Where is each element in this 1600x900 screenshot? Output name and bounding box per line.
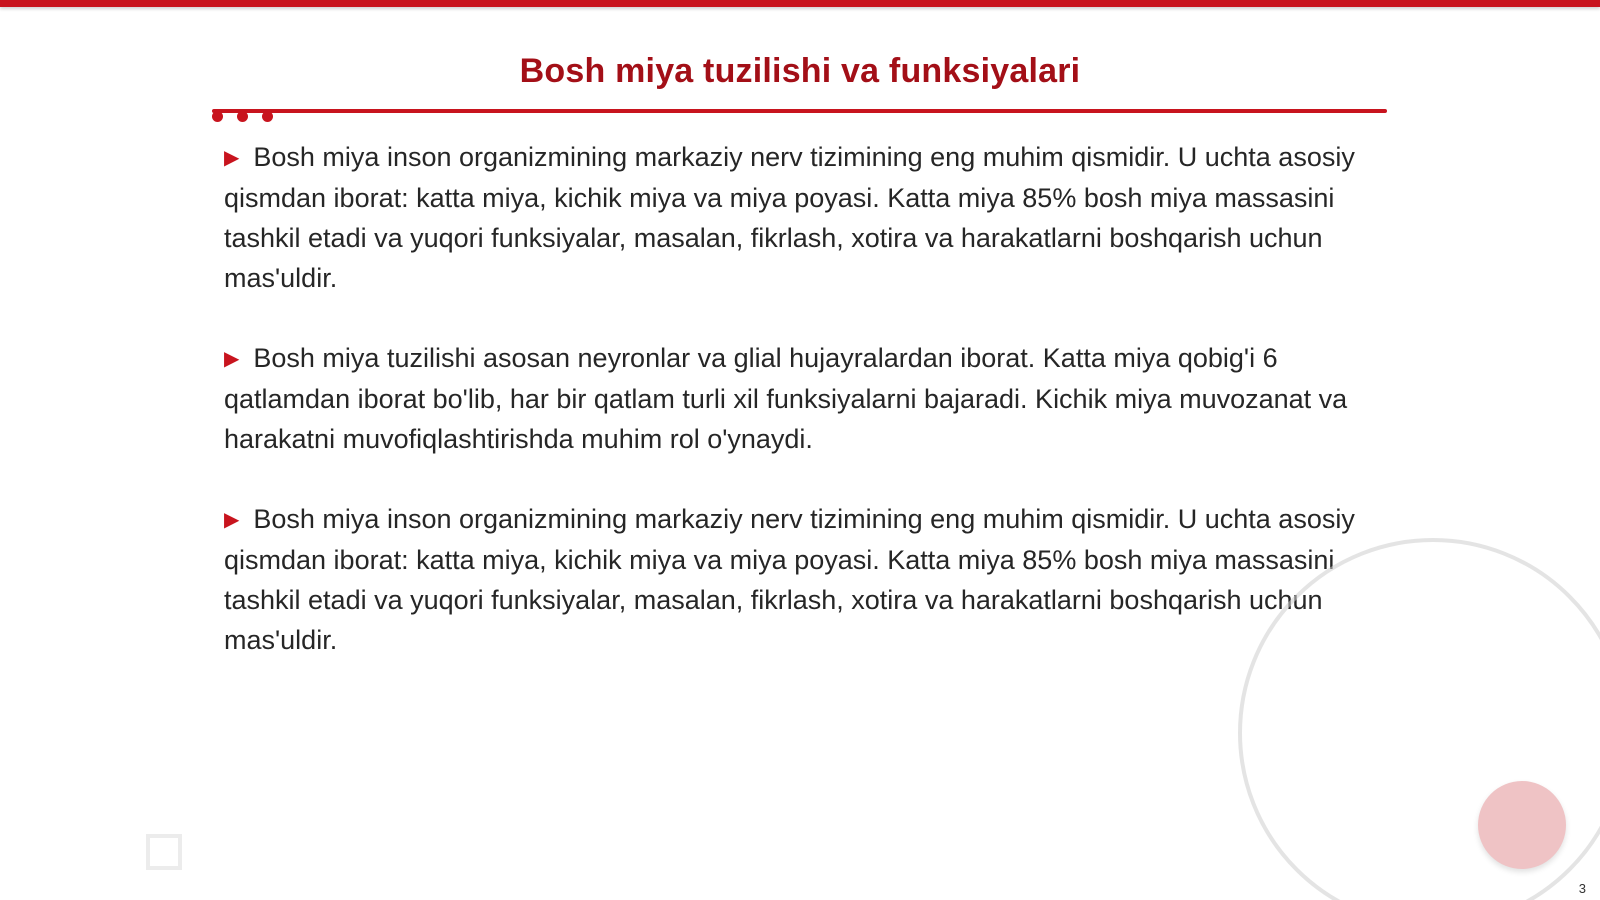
bullet-item	[224, 499, 1384, 660]
bullet-arrow-icon: ▶	[224, 348, 240, 370]
title-underline-dots	[212, 111, 282, 125]
bullet-text: Bosh miya tuzilishi asosan neyronlar va glial hujayralardan iborat. Katta miya qobig'i 6 qatlamdan iborat bo'lib, har bir qatlam turli xil funksiyalarni bajaradi. Kichik miya muvozanat va harakatni muvofiqlashtirishda muhim rol o'ynaydi.	[224, 343, 1348, 454]
decorative-square	[146, 834, 182, 870]
bullet-item	[224, 338, 1384, 459]
bullet-item	[224, 137, 1384, 298]
bullet-text: Bosh miya inson organizmining markaziy nerv tizimining eng muhim qismidir. U uchta asosiy qismdan iborat: katta miya, kichik miya va miya poyasi. Katta miya 85% bosh miya massasini tashkil etadi va yuqori funksiyalar, masalan, fikrlash, xotira va harakatlarni boshqarish uchun mas'uldir.	[224, 142, 1355, 293]
underline-dot	[212, 111, 223, 122]
decorative-disc	[1478, 781, 1566, 869]
bullet-arrow-icon: ▶	[224, 509, 240, 531]
top-accent-bar	[0, 0, 1600, 7]
underline-dot	[262, 111, 273, 122]
slide-title: Bosh miya tuzilishi va funksiyalari	[519, 52, 1081, 90]
bullet-list	[224, 137, 1384, 700]
bullet-text: Bosh miya inson organizmining markaziy nerv tizimining eng muhim qismidir. U uchta asosiy qismdan iborat: katta miya, kichik miya va miya poyasi. Katta miya 85% bosh miya massasini tashkil etadi va yuqori funksiyalar, masalan, fikrlash, xotira va harakatlarni boshqarish uchun mas'uldir.	[224, 504, 1355, 655]
underline-dot	[237, 111, 248, 122]
bullet-arrow-icon: ▶	[224, 147, 240, 169]
title-underline	[212, 109, 1387, 113]
page-number: 3	[1578, 881, 1586, 896]
